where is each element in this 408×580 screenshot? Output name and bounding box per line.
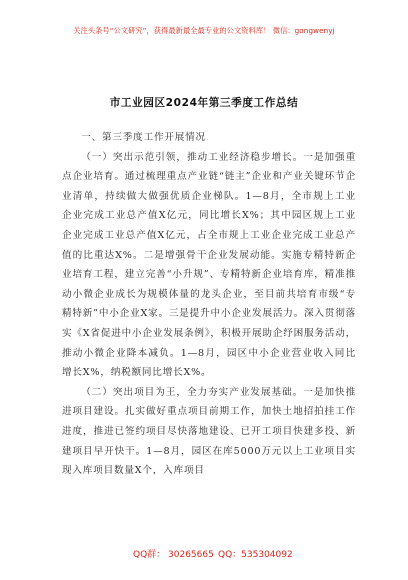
paragraph-1: （一）突出示范引领，推动工业经济稳步增长。一是加强重点企业培育。通过梳理重点产业链“链主”企业和产业关键环节企业清单，持续做大做强优质企业梯队。1—8月，全市规上工业企业完成工业总产值X亿元，同比增长X%；其中园区规上工业企业完成工业总产值X亿元，占全市规上工业企业完成工业总产值的比重达X%。二是增强骨干企业发展动能。实施专精特新企业培育工程，建立完善“小升规”、专精特新企业培育库，精准推动小微企业成长为规模体量的龙头企业，至目前共培育市级“专精特新”中小企业X家。三是提升中小企业发展活力。深入贯彻落实《X省促进中小企业发展条例》，积极开展助企纾困服务活动，推动小微企业降本减负。1—8月，园区中小企业营业收入同比增长X%，纳税额同比增长X%。 [62, 151, 356, 379]
section-heading: 一、第三季度工作开展情况 [81, 132, 206, 143]
footer-qq-number: QQ：535304092 [218, 550, 293, 560]
document-title: 市工业园区2024年第三季度工作总结 [109, 97, 299, 109]
paragraph-2: （二）突出项目为王，全力夯实产业发展基础。一是加快推进项目建设。扎实做好重点项目前期工作，加快土地招拍挂工作进度，推进已签约项目尽快落地建设、已开工项目快建多投、新建项目早开快干。1—8月，园区在库5000万元以上工业项目实现入库项目数量X个，入库项目 [62, 386, 356, 477]
document-body [62, 128, 356, 481]
footer-qq-group: QQ群： 30265665 [133, 550, 214, 560]
header-banner: 关注头条号“公文研究”，获得最新最全最专业的公文资料库！ 微信：gongwenyj [73, 26, 335, 35]
